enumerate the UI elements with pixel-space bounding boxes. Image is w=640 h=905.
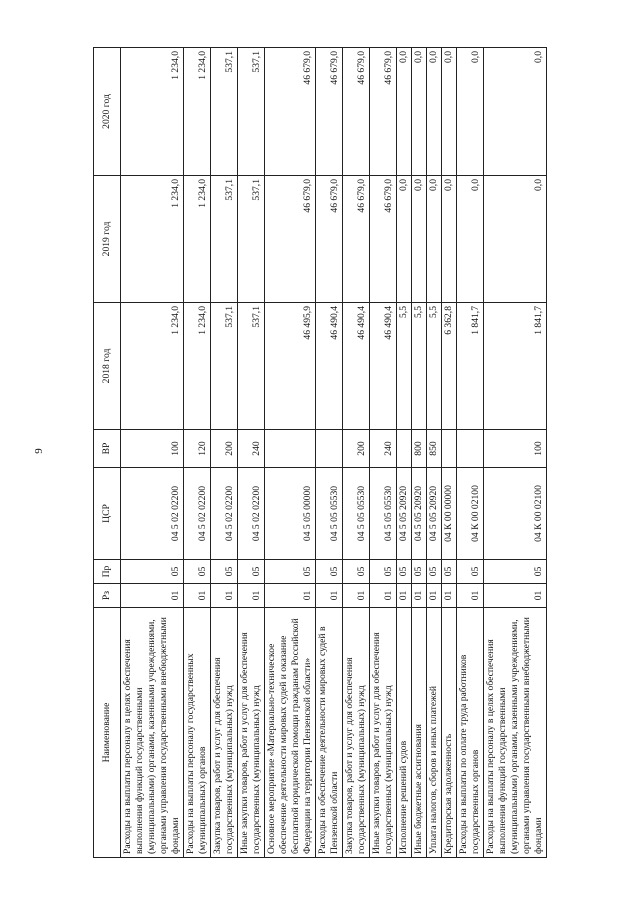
cell-2020: 0,0	[457, 47, 484, 175]
cell-csr: 04 5 05 20920	[397, 467, 412, 559]
header-rz: Рз	[94, 583, 121, 607]
cell-name: Уплата налогов, сборов и иных платежей	[427, 607, 442, 857]
table-row	[484, 47, 547, 857]
table-header-row	[94, 47, 121, 857]
table-body	[121, 47, 547, 857]
cell-pr: 05	[412, 559, 427, 583]
cell-pr: 05	[397, 559, 412, 583]
header-2018: 2018 год	[94, 302, 121, 429]
cell-rz: 01	[484, 583, 547, 607]
cell-2020: 0,0	[412, 47, 427, 175]
table-row	[370, 47, 397, 857]
cell-rz: 01	[412, 583, 427, 607]
cell-rz: 01	[316, 583, 343, 607]
cell-vr: 850	[427, 429, 442, 467]
cell-rz: 01	[442, 583, 457, 607]
cell-2019: 537,1	[211, 175, 238, 302]
cell-2020: 1 234,0	[121, 47, 184, 175]
cell-name: Основное мероприятие «Материально-техническое обеспечение деятельности мировых судей и оказание бесплатной юридической помощи гражданам Российской Федерации на территории Пензенской области»	[265, 607, 316, 857]
cell-vr: 240	[238, 429, 265, 467]
cell-csr: 04 5 02 02200	[121, 467, 184, 559]
cell-2018: 1 841,7	[484, 302, 547, 429]
cell-name: Расходы на выплаты персоналу государственных (муниципальных) органов	[184, 607, 211, 857]
cell-pr: 05	[316, 559, 343, 583]
cell-vr	[442, 429, 457, 467]
cell-name: Иные закупки товаров, работ и услуг для обеспечения государственных (муниципальных) нужд	[370, 607, 397, 857]
cell-pr: 05	[184, 559, 211, 583]
cell-rz: 01	[457, 583, 484, 607]
table-row	[265, 47, 316, 857]
cell-2018: 1 234,0	[121, 302, 184, 429]
cell-csr: 04 5 05 00000	[265, 467, 316, 559]
header-pr: Пр	[94, 559, 121, 583]
cell-2019: 46 679,0	[370, 175, 397, 302]
cell-pr: 05	[211, 559, 238, 583]
cell-2020: 46 679,0	[370, 47, 397, 175]
cell-2018: 5,5	[412, 302, 427, 429]
table-row	[184, 47, 211, 857]
header-vr: ВР	[94, 429, 121, 467]
cell-name: Закупка товаров, работ и услуг для обеспечения государственных (муниципальных) нужд	[343, 607, 370, 857]
table-row	[412, 47, 427, 857]
table-row	[397, 47, 412, 857]
cell-2019: 537,1	[238, 175, 265, 302]
cell-2018: 6 362,8	[442, 302, 457, 429]
cell-rz: 01	[211, 583, 238, 607]
cell-2018: 46 495,9	[265, 302, 316, 429]
cell-rz: 01	[343, 583, 370, 607]
cell-vr: 200	[343, 429, 370, 467]
table-row	[316, 47, 343, 857]
cell-2020: 537,1	[238, 47, 265, 175]
cell-rz: 01	[184, 583, 211, 607]
cell-2020: 46 679,0	[265, 47, 316, 175]
cell-vr: 100	[484, 429, 547, 467]
header-name: Наименование	[94, 607, 121, 857]
cell-vr	[316, 429, 343, 467]
cell-rz: 01	[121, 583, 184, 607]
cell-pr: 05	[238, 559, 265, 583]
cell-vr	[397, 429, 412, 467]
cell-name: Закупка товаров, работ и услуг для обеспечения государственных (муниципальных) нужд	[211, 607, 238, 857]
cell-name: Расходы на выплаты персоналу в целях обеспечения выполнения функций государственными (муниципальными) органами, казенными учреждениями, органами управления государственными внебюджетными фондами	[121, 607, 184, 857]
cell-2018: 1 234,0	[184, 302, 211, 429]
table-row	[457, 47, 484, 857]
cell-csr: 04 5 02 02200	[211, 467, 238, 559]
cell-2019: 0,0	[442, 175, 457, 302]
cell-2019: 46 679,0	[316, 175, 343, 302]
cell-csr: 04 5 02 02200	[238, 467, 265, 559]
cell-csr: 04 5 05 20920	[412, 467, 427, 559]
cell-rz: 01	[238, 583, 265, 607]
table-row	[121, 47, 184, 857]
cell-2018: 5,5	[427, 302, 442, 429]
cell-vr	[457, 429, 484, 467]
cell-2019: 0,0	[484, 175, 547, 302]
cell-pr: 05	[265, 559, 316, 583]
cell-2018: 5,5	[397, 302, 412, 429]
cell-name: Иные бюджетные ассигнования	[412, 607, 427, 857]
cell-vr: 200	[211, 429, 238, 467]
cell-name: Расходы на выплаты по оплате труда работников государственных органов	[457, 607, 484, 857]
cell-2018: 537,1	[211, 302, 238, 429]
cell-2019: 1 234,0	[121, 175, 184, 302]
cell-csr: 04 5 05 05530	[343, 467, 370, 559]
cell-2020: 46 679,0	[316, 47, 343, 175]
cell-2020: 0,0	[427, 47, 442, 175]
cell-pr: 05	[457, 559, 484, 583]
cell-csr: 04 5 05 20920	[427, 467, 442, 559]
cell-name: Кредиторская задолженность	[442, 607, 457, 857]
cell-name: Иные закупки товаров, работ и услуг для обеспечения государственных (муниципальных) нужд	[238, 607, 265, 857]
budget-table	[93, 47, 547, 858]
cell-csr: 04 5 02 02200	[184, 467, 211, 559]
header-2019: 2019 год	[94, 175, 121, 302]
cell-csr: 04 5 05 05530	[370, 467, 397, 559]
table-row	[442, 47, 457, 857]
cell-pr: 05	[442, 559, 457, 583]
cell-2019: 0,0	[427, 175, 442, 302]
cell-name: Исполнение решений судов	[397, 607, 412, 857]
cell-2019: 0,0	[457, 175, 484, 302]
cell-2018: 46 490,4	[370, 302, 397, 429]
cell-vr: 240	[370, 429, 397, 467]
cell-2020: 537,1	[211, 47, 238, 175]
cell-2020: 0,0	[484, 47, 547, 175]
cell-csr: 04 5 05 05530	[316, 467, 343, 559]
cell-2019: 1 234,0	[184, 175, 211, 302]
cell-2019: 0,0	[397, 175, 412, 302]
cell-2019: 46 679,0	[265, 175, 316, 302]
cell-2020: 46 679,0	[343, 47, 370, 175]
cell-rz: 01	[265, 583, 316, 607]
cell-pr: 05	[343, 559, 370, 583]
cell-2018: 1 841,7	[457, 302, 484, 429]
rotated-page-content	[93, 48, 547, 858]
cell-2018: 46 490,4	[343, 302, 370, 429]
cell-2020: 0,0	[442, 47, 457, 175]
cell-name: Расходы на выплаты персоналу в целях обеспечения выполнения функций государственными (муниципальными) органами, казенными учреждениями, органами управления государственными внебюджетными фондами	[484, 607, 547, 857]
cell-vr: 100	[121, 429, 184, 467]
cell-rz: 01	[427, 583, 442, 607]
cell-pr: 05	[370, 559, 397, 583]
table-row	[211, 47, 238, 857]
cell-rz: 01	[397, 583, 412, 607]
cell-pr: 05	[427, 559, 442, 583]
cell-2019: 0,0	[412, 175, 427, 302]
cell-vr	[265, 429, 316, 467]
cell-2018: 537,1	[238, 302, 265, 429]
cell-csr: 04 К 00 02100	[484, 467, 547, 559]
table-row	[427, 47, 442, 857]
cell-2019: 46 679,0	[343, 175, 370, 302]
cell-name: Расходы на обеспечение деятельности мировых судей в Пензенской области	[316, 607, 343, 857]
cell-pr: 05	[484, 559, 547, 583]
cell-vr: 800	[412, 429, 427, 467]
header-2020: 2020 год	[94, 47, 121, 175]
cell-vr: 120	[184, 429, 211, 467]
cell-2020: 1 234,0	[184, 47, 211, 175]
cell-csr: 04 К 00 00000	[442, 467, 457, 559]
page-number: 9	[32, 448, 45, 454]
cell-rz: 01	[370, 583, 397, 607]
cell-2020: 0,0	[397, 47, 412, 175]
cell-2018: 46 490,4	[316, 302, 343, 429]
cell-pr: 05	[121, 559, 184, 583]
table-row	[343, 47, 370, 857]
table-row	[238, 47, 265, 857]
cell-csr: 04 К 00 02100	[457, 467, 484, 559]
header-csr: ЦСР	[94, 467, 121, 559]
